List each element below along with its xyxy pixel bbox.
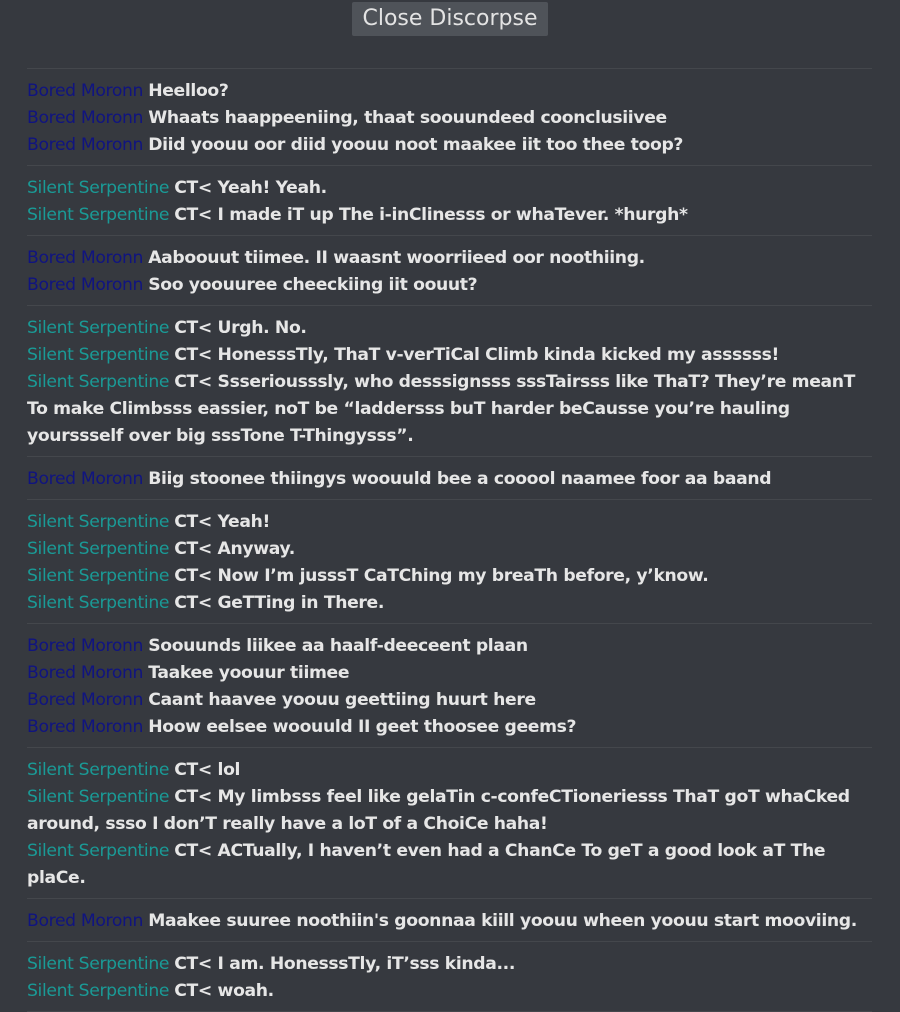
chat-message <box>27 272 872 299</box>
chat-message <box>27 132 872 159</box>
speaker-name: Silent Serpentine <box>27 787 170 807</box>
speaker-name: Silent Serpentine <box>27 841 170 861</box>
speaker-name: Bored Moronn <box>27 81 144 101</box>
message-text: Diid yoouu oor diid yoouu noot maakee iit too thee toop? <box>148 135 684 155</box>
speaker-name: Bored Moronn <box>27 275 144 295</box>
chat-message <box>27 687 872 714</box>
chat-message <box>27 633 872 660</box>
message-group <box>27 306 872 457</box>
message-group <box>27 69 872 166</box>
speaker-name: Bored Moronn <box>27 108 144 128</box>
message-text: Soo yoouuree cheeckiing iit oouut? <box>148 275 478 295</box>
message-text: CT< Anyway. <box>174 539 295 559</box>
chat-message <box>27 202 872 229</box>
chat-message <box>27 175 872 202</box>
speaker-name: Silent Serpentine <box>27 981 170 1001</box>
message-group <box>27 500 872 624</box>
chat-message <box>27 757 872 784</box>
chat-message <box>27 838 872 892</box>
speaker-name: Silent Serpentine <box>27 512 170 532</box>
message-text: Soouunds liikee aa haalf-deeceent plaan <box>148 636 528 656</box>
chat-message <box>27 105 872 132</box>
message-text: CT< lol <box>174 760 241 780</box>
chat-message <box>27 908 872 935</box>
speaker-name: Silent Serpentine <box>27 593 170 613</box>
message-text: CT< Now I’m jusssT CaTChing my breaTh before, y’know. <box>174 566 709 586</box>
close-discorpse-button[interactable]: Close Discorpse <box>352 2 547 36</box>
message-text: Taakee yoouur tiimee <box>148 663 350 683</box>
message-text: Maakee suuree noothiin's goonnaa kiill yoouu wheen yoouu start mooviing. <box>148 911 857 931</box>
chat-message <box>27 509 872 536</box>
message-text: CT< woah. <box>174 981 274 1001</box>
message-group <box>27 899 872 942</box>
speaker-name: Silent Serpentine <box>27 345 170 365</box>
message-text: CT< Urgh. No. <box>174 318 307 338</box>
chat-message <box>27 951 872 978</box>
message-text: CT< Ssseriousssly, who desssignsss sssTairsss like ThaT? They’re meanT To make Climbsss eassier, noT be “laddersss buT harder beCausse you’re hauling yourssself over big sssTone T-Thingysss”. <box>27 372 856 446</box>
message-text: CT< Yeah! <box>174 512 270 532</box>
message-text: CT< GeTTing in There. <box>174 593 385 613</box>
chat-message <box>27 714 872 741</box>
chat-message <box>27 536 872 563</box>
speaker-name: Bored Moronn <box>27 135 144 155</box>
message-group <box>27 236 872 306</box>
chat-message <box>27 784 872 838</box>
message-text: Biig stoonee thiingys woouuld bee a cooool naamee foor aa baand <box>148 469 772 489</box>
speaker-name: Silent Serpentine <box>27 539 170 559</box>
chat-message <box>27 78 872 105</box>
message-text: CT< Yeah! Yeah. <box>174 178 327 198</box>
chat-message <box>27 563 872 590</box>
message-text: Heelloo? <box>148 81 229 101</box>
speaker-name: Bored Moronn <box>27 690 144 710</box>
message-text: CT< My limbsss feel like gelaTin c-confeCTioneriesss ThaT goT whaCked around, ssso I don’T really have a loT of a ChoiCe haha! <box>27 787 850 834</box>
message-text: CT< HonesssTly, ThaT v-verTiCal Climb kinda kicked my assssss! <box>174 345 780 365</box>
chat-message <box>27 660 872 687</box>
speaker-name: Silent Serpentine <box>27 760 170 780</box>
message-text: Caant haavee yoouu geettiing huurt here <box>148 690 536 710</box>
chat-message <box>27 245 872 272</box>
speaker-name: Silent Serpentine <box>27 372 170 392</box>
speaker-name: Bored Moronn <box>27 248 144 268</box>
message-text: CT< ACTually, I haven’t even had a ChanCe To geT a good look aT The plaCe. <box>27 841 826 888</box>
speaker-name: Silent Serpentine <box>27 954 170 974</box>
speaker-name: Silent Serpentine <box>27 318 170 338</box>
message-group <box>27 624 872 748</box>
speaker-name: Bored Moronn <box>27 469 144 489</box>
message-text: Hoow eelsee woouuld II geet thoosee geems? <box>148 717 577 737</box>
chat-message <box>27 315 872 342</box>
chat-log <box>27 68 872 1012</box>
speaker-name: Silent Serpentine <box>27 205 170 225</box>
speaker-name: Bored Moronn <box>27 911 144 931</box>
message-group <box>27 942 872 1012</box>
message-text: Whaats haappeeniing, thaat soouundeed coonclusiivee <box>148 108 667 128</box>
speaker-name: Bored Moronn <box>27 717 144 737</box>
message-group <box>27 457 872 500</box>
message-text: CT< I am. HonesssTly, iT’sss kinda... <box>174 954 516 974</box>
top-bar <box>0 0 900 58</box>
chat-message <box>27 590 872 617</box>
chat-message <box>27 369 872 450</box>
speaker-name: Bored Moronn <box>27 636 144 656</box>
chat-message <box>27 466 872 493</box>
speaker-name: Silent Serpentine <box>27 178 170 198</box>
chat-message <box>27 978 872 1005</box>
speaker-name: Silent Serpentine <box>27 566 170 586</box>
message-group <box>27 748 872 899</box>
message-text: Aaboouut tiimee. II waasnt woorriieed oor noothiing. <box>148 248 645 268</box>
chat-message <box>27 342 872 369</box>
message-group <box>27 166 872 236</box>
message-text: CT< I made iT up The i-inClinesss or whaTever. *hurgh* <box>174 205 688 225</box>
speaker-name: Bored Moronn <box>27 663 144 683</box>
